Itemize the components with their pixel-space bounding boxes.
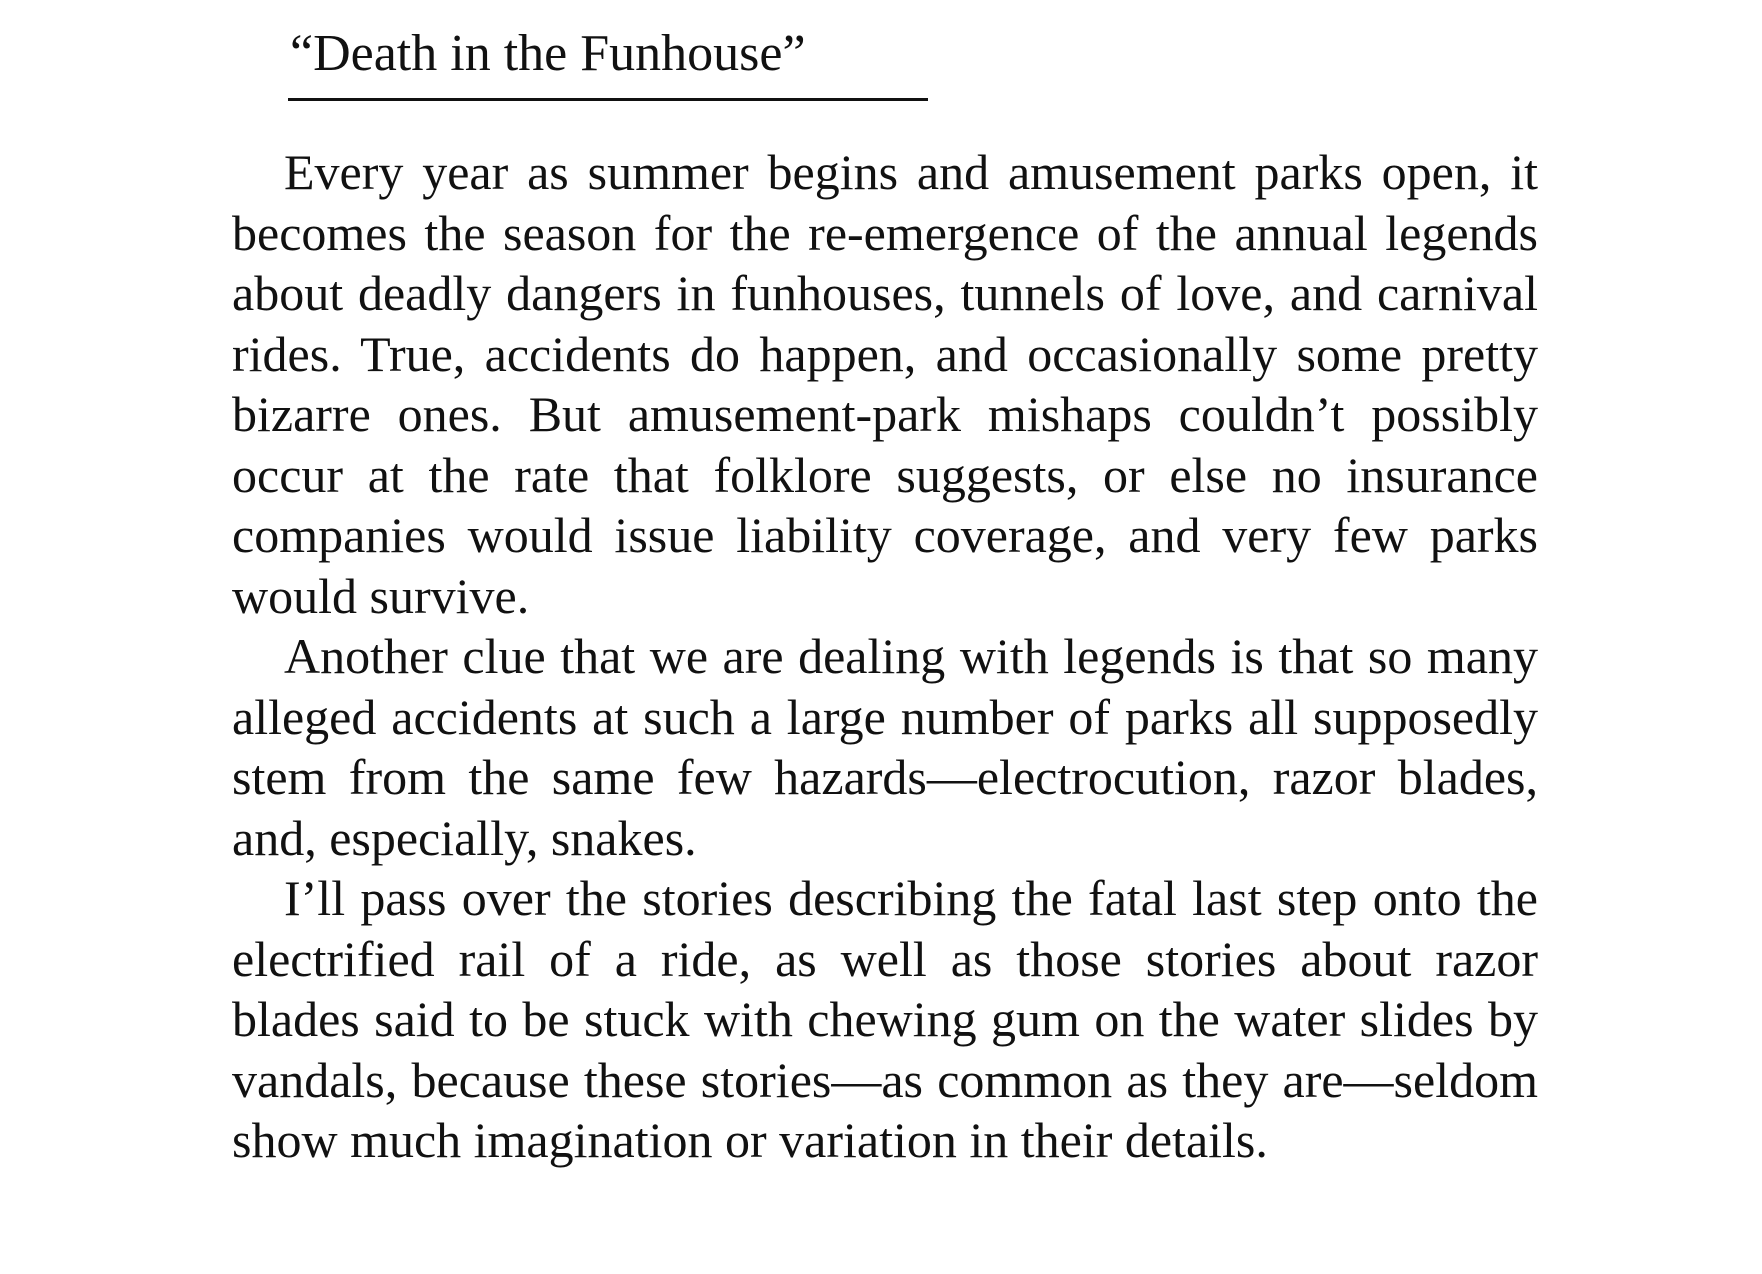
paragraph-1: Every year as summer begins and amusement parks open, it becomes the season for the re-emergence of the annual legends about deadly dangers in funhouses, tunnels of love, and carnival rides. True, accidents do happen, and occasionally some pretty bizarre ones. But amusement-park mishaps couldn’t possibly occur at the rate that folklore suggests, or else no insurance companies would issue liability coverage, and very few parks would survive. — [232, 144, 1538, 624]
paragraph-3: I’ll pass over the stories describing the fatal last step onto the electrified rail of a ride, as well as those stories about razor blades said to be stuck with chewing gum on the water slides by vandals, because these stories—as common as they are—seldom show much imagination or variation in their details. — [232, 870, 1538, 1168]
title-underline — [288, 98, 928, 101]
body-text — [232, 142, 1538, 1171]
paragraph-2: Another clue that we are dealing with legends is that so many alleged accidents at such a large number of parks all supposedly stem from the same few hazards—electrocution, razor blades, and, especially, snakes. — [232, 628, 1538, 866]
section-title: “Death in the Funhouse” — [290, 25, 806, 82]
